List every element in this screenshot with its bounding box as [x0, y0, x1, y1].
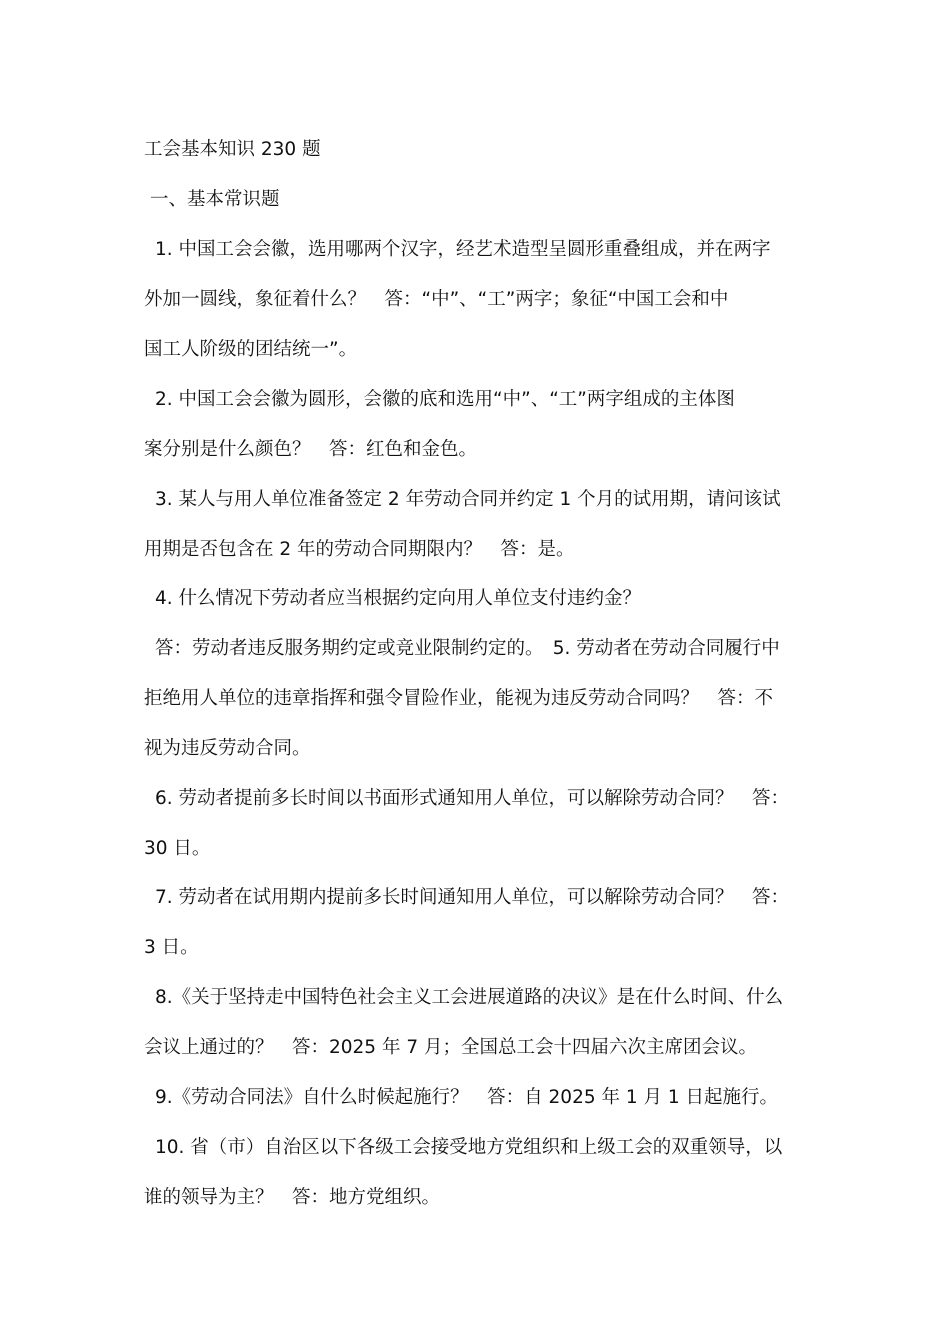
text-line: 30 日。: [144, 838, 211, 859]
text-line: 7. 劳动者在试用期内提前多长时间通知用人单位，可以解除劳动合同？ 答：: [155, 887, 790, 908]
document-title: 工会基本知识 230 题: [144, 139, 321, 160]
text-line: 视为违反劳动合同。: [144, 738, 311, 759]
text-line: 2. 中国工会会徽为圆形，会徽的底和选用“中”、“工”两字组成的主体图: [155, 389, 735, 410]
text-line: 谁的领导为主？ 答：地方党组织。: [144, 1187, 441, 1208]
text-line: 9.《劳动合同法》自什么时候起施行？ 答：自 2025 年 1 月 1 日起施行。: [155, 1087, 779, 1108]
text-line: 8.《关于坚持走中国特色社会主义工会进展道路的决议》是在什么时间、什么: [155, 987, 784, 1008]
text-line: 3. 某人与用人单位准备签定 2 年劳动合同并约定 1 个月的试用期，请问该试: [155, 489, 781, 510]
text-line: 外加一圆线，象征着什么？ 答：“中”、“工”两字；象征“中国工会和中: [144, 289, 729, 310]
text-line: 3 日。: [144, 937, 199, 958]
text-line: 4. 什么情况下劳动者应当根据约定向用人单位支付违约金？: [155, 588, 642, 609]
text-line: 6. 劳动者提前多长时间以书面形式通知用人单位，可以解除劳动合同？ 答：: [155, 788, 790, 809]
text-line: 拒绝用人单位的违章指挥和强令冒险作业，能视为违反劳动合同吗？ 答：不: [144, 688, 774, 709]
text-line: 会议上通过的？ 答：2025 年 7 月；全国总工会十四届六次主席团会议。: [144, 1037, 757, 1058]
text-line: 10. 省（市）自治区以下各级工会接受地方党组织和上级工会的双重领导，以: [155, 1137, 783, 1158]
text-line: 国工人阶级的团结统一”。: [144, 339, 358, 360]
text-line: 案分别是什么颜色？ 答：红色和金色。: [144, 439, 478, 460]
text-line: 用期是否包含在 2 年的劳动合同期限内？ 答：是。: [144, 539, 575, 560]
section-heading: 一、基本常识题: [150, 189, 280, 210]
text-line: 答：劳动者违反服务期约定或竞业限制约定的。 5. 劳动者在劳动合同履行中: [155, 638, 780, 659]
text-line: 1. 中国工会会徽，选用哪两个汉字，经艺术造型呈圆形重叠组成，并在两字: [155, 239, 771, 260]
